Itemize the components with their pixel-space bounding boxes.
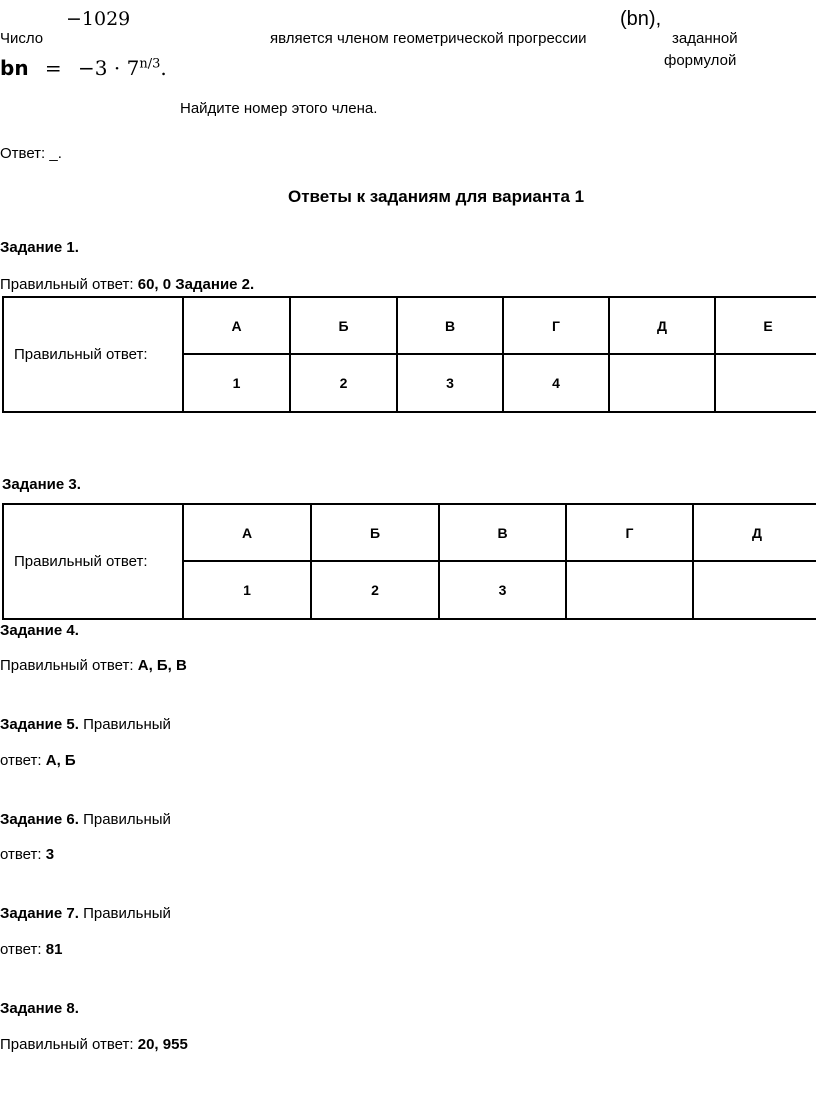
task1-answer-label: Правильный ответ:: [0, 276, 134, 293]
task3-answer-table: [2, 503, 816, 620]
task2-header-cell: Д: [609, 297, 715, 354]
task2-title: Задание 2.: [175, 276, 255, 293]
task3-value-cell: 3: [439, 561, 566, 619]
task2-header-cell: Б: [290, 297, 397, 354]
task5-line1: [0, 716, 171, 733]
task7-label-2: ответ:: [0, 941, 42, 958]
task4-answer: [0, 657, 187, 674]
question: Найдите номер этого члена.: [180, 100, 378, 117]
task5-label-2: ответ:: [0, 752, 42, 769]
task7-title: Задание 7.: [0, 905, 79, 922]
task5-line2: [0, 752, 76, 769]
task6-label-2: ответ:: [0, 846, 42, 863]
formula-end: .: [160, 56, 167, 80]
task3-value-cell: [566, 561, 693, 619]
task3-header-cell: Г: [566, 504, 693, 561]
task5-label-1: Правильный: [83, 716, 171, 733]
task5-title: Задание 5.: [0, 716, 79, 733]
task2-value-cell: 3: [397, 354, 503, 412]
task4-title: Задание 4.: [0, 622, 79, 639]
task3-header-cell: В: [439, 504, 566, 561]
task7-answer-value: 81: [45, 941, 63, 958]
task3-header-cell: Д: [693, 504, 816, 561]
task3-title: Задание 3.: [2, 476, 81, 493]
task6-label-1: Правильный: [83, 811, 171, 828]
task7-line2: [0, 941, 62, 958]
problem-tail-2: формулой: [664, 52, 737, 69]
task2-header-cell: В: [397, 297, 503, 354]
task2-value-cell: [609, 354, 715, 412]
formula-lhs: bn: [0, 56, 29, 80]
task3-value-cell: 1: [183, 561, 311, 619]
task5-answer-value: А, Б: [45, 752, 76, 769]
answer-line: Ответ: _.: [0, 145, 62, 162]
task2-header-cell: Г: [503, 297, 609, 354]
task3-header-cell: Б: [311, 504, 439, 561]
formula-rhs: −3 · 7: [78, 56, 140, 80]
answers-title: Ответы к заданиям для варианта 1: [288, 187, 585, 206]
task7-line1: [0, 905, 171, 922]
task8-answer-value: 20, 955: [137, 1036, 188, 1053]
task2-value-cell: 4: [503, 354, 609, 412]
problem-tail-1: заданной: [672, 30, 738, 47]
task1-answer-value: 60, 0: [137, 276, 172, 293]
task2-value-cell: [715, 354, 816, 412]
problem-mid-text: является членом геометрической прогрессии: [270, 30, 587, 47]
task3-header-cell: А: [183, 504, 311, 561]
task6-title: Задание 6.: [0, 811, 79, 828]
task2-header-cell: А: [183, 297, 290, 354]
task8-title: Задание 8.: [0, 1000, 79, 1017]
task2-table-label: Правильный ответ:: [3, 297, 183, 412]
task2-answer-table: [2, 296, 816, 413]
problem-number: −1029: [66, 8, 131, 30]
task6-line1: [0, 811, 171, 828]
task3-table-label: Правильный ответ:: [3, 504, 183, 619]
task6-answer-value: 3: [45, 846, 55, 863]
task8-answer: [0, 1036, 188, 1053]
task7-label-1: Правильный: [83, 905, 171, 922]
task3-value-cell: 2: [311, 561, 439, 619]
task2-header-cell: Е: [715, 297, 816, 354]
task3-value-cell: [693, 561, 816, 619]
task2-value-cell: 1: [183, 354, 290, 412]
task4-answer-value: А, Б, В: [137, 657, 187, 674]
formula-exponent: n/3: [139, 56, 161, 72]
task2-value-cell: 2: [290, 354, 397, 412]
task4-answer-label: Правильный ответ:: [0, 657, 134, 674]
sequence-notation: (bn),: [620, 8, 662, 30]
task1-answer: [0, 276, 254, 293]
formula-equals: =: [44, 56, 62, 80]
task6-line2: [0, 846, 54, 863]
formula: [0, 56, 167, 80]
problem-prefix: Число: [0, 30, 44, 47]
task8-answer-label: Правильный ответ:: [0, 1036, 134, 1053]
task1-title: Задание 1.: [0, 239, 79, 256]
